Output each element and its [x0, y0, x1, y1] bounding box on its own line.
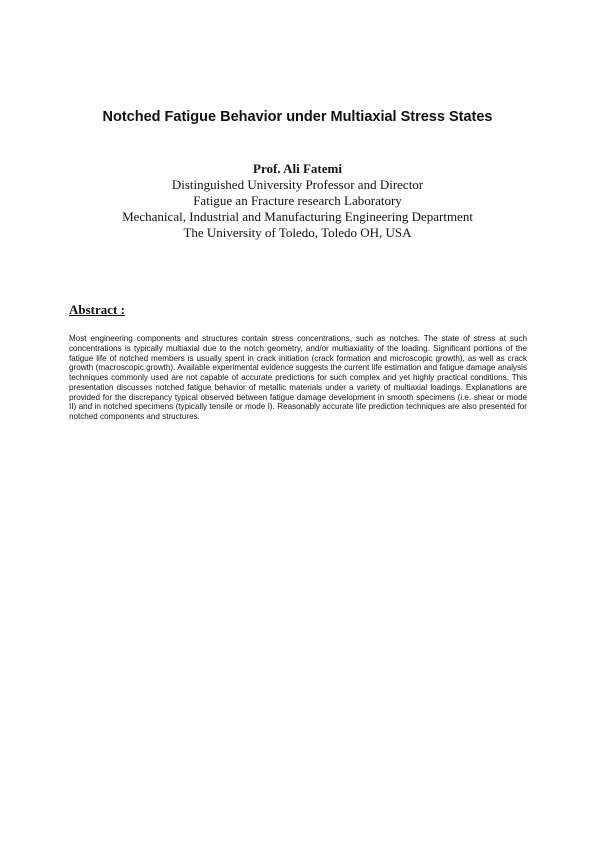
author-position: Distinguished University Professor and Director: [171, 177, 424, 192]
author-name: Prof. Ali Fatemi: [253, 161, 342, 176]
author-department: Mechanical, Industrial and Manufacturing Engineering Department: [122, 209, 473, 224]
abstract-body: Most engineering components and structures contain stress concentrations, such as notches. The state of stress at such concentrations is typically multiaxial due to the notch geometry, and/or multiaxiality of the loading. Significant portions of the fatigue life of notched members is usually spent in crack initiation (crack formation and microscopic growth), as well as crack growth (macroscopic growth). Available experimental evidence suggests the current life estimation and fatigue damage analysis techniques commonly used are not capable of accurate predictions for such complex and yet highly practical conditions. This presentation discusses notched fatigue behavior of metallic materials under a variety of multiaxial loadings. Explanations are provided for the discrepancy typical observed between fatigue damage development in smooth specimens (i.e. shear or mode II) and in notched specimens (typically tensile or mode I). Reasonably accurate life prediction techniques are also presented for notched components and structures.: [69, 334, 527, 421]
abstract-heading: Abstract :: [69, 302, 125, 317]
author-laboratory: Fatigue an Fracture research Laboratory: [193, 193, 402, 208]
document-title: Notched Fatigue Behavior under Multiaxial Stress States: [102, 109, 493, 125]
author-block: [0, 161, 595, 241]
author-university: The University of Toledo, Toledo OH, USA: [183, 225, 412, 240]
